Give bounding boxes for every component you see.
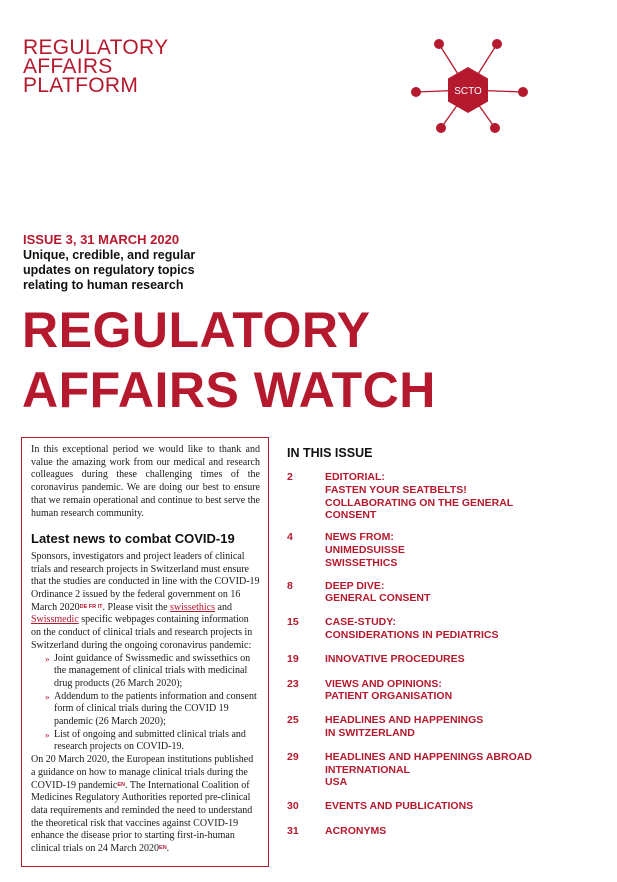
toc-page-number: 23 [287, 677, 299, 690]
toc-line: ACRONYMS [325, 824, 387, 837]
toc-item[interactable] [287, 714, 587, 740]
language-links[interactable]: DE FR IT [79, 603, 103, 610]
toc-item[interactable] [287, 616, 587, 642]
toc-page-number: 31 [287, 824, 299, 837]
platform-line: AFFAIRS [23, 55, 113, 78]
toc-line: PATIENT ORGANISATION [325, 690, 453, 703]
logo-text: SCTO [454, 86, 482, 97]
toc-page-number: 29 [287, 750, 299, 763]
toc-item[interactable] [287, 825, 587, 838]
toc-line: HEADLINES AND HAPPENINGS ABROAD [325, 750, 532, 763]
toc-page-number: 25 [287, 714, 299, 727]
title-line: AFFAIRS WATCH [22, 362, 436, 418]
intro-box [21, 437, 269, 867]
table-of-contents [287, 446, 587, 838]
toc-title [325, 531, 587, 569]
toc-line: SWISSETHICS [325, 556, 398, 569]
platform-line: PLATFORM [23, 74, 139, 97]
intro-paragraph: In this exceptional period we would like to thank and value the amazing work from our medical and research colleagues during these challenging times of the coronavirus pandemic. We are doing our best to ensure that we remain operational and continue to best serve the human research community. [31, 444, 260, 519]
text: Sponsors, investigators and project leaders of clinical trials and research projects in Switzerland must ensure that the studies are conducted in line with the COVID-19 Ordinance 2 issued by the federal government on 16 March 2020 [31, 550, 260, 613]
toc-line: EVENTS AND PUBLICATIONS [325, 800, 474, 813]
text: specific webpages containing information on the conduct of clinical trials and research projects in Switzerland during the ongoing coronavirus pandemic: [31, 614, 253, 651]
list-item: » Addendum to the patients information and consent form of clinical trials during the COVID 19 pandemic (26 March 2020); [45, 691, 260, 729]
scto-logo [400, 30, 550, 140]
text: . [166, 843, 170, 855]
toc-title [325, 800, 587, 813]
toc-title [325, 616, 587, 642]
news-paragraph-2 [31, 754, 260, 856]
toc-item[interactable] [287, 471, 587, 522]
toc-line: HEADLINES AND HAPPENINGS [325, 714, 484, 727]
news-paragraph-1 [31, 551, 260, 653]
toc-page-number: 8 [287, 579, 293, 592]
toc-item[interactable] [287, 800, 587, 813]
platform-line: REGULATORY [23, 36, 169, 59]
toc-page-number: 19 [287, 652, 299, 665]
text: On 20 March 2020, the European institutions published a guidance on how to manage clinical trials during the COVID-19 pandemic [31, 754, 254, 791]
swissethics-link[interactable]: swissethics [170, 601, 216, 613]
text: . The International Coalition of Medicines Regulatory Authorities reported pre-clinical data requirements and reminded the need to understand the theoretical risk that vaccines against COVID-19 enhance the disease prior to starting first-in-human clinical trials on 24 March 2020 [31, 779, 253, 855]
toc-line: CONSENT [325, 509, 377, 522]
toc-item[interactable] [287, 751, 587, 789]
toc-line: EDITORIAL: [325, 471, 385, 483]
text: and [215, 601, 232, 613]
toc-title [325, 580, 587, 606]
page-title [22, 300, 436, 420]
toc-title [325, 714, 587, 740]
title-line: REGULATORY [22, 302, 371, 358]
toc-line: INNOVATIVE PROCEDURES [325, 652, 465, 665]
swissmedic-link[interactable]: Swissmedic [31, 614, 79, 626]
toc-title [325, 678, 587, 704]
toc-item[interactable] [287, 580, 587, 606]
toc-line: DEEP DIVE: [325, 579, 385, 592]
toc-line: FASTEN YOUR SEATBELTS! [325, 483, 467, 496]
toc-item[interactable] [287, 531, 587, 569]
list-item: » List of ongoing and submitted clinical trials and research projects on COVID-19. [45, 729, 260, 754]
toc-title [325, 471, 587, 522]
toc-item[interactable] [287, 653, 587, 666]
language-links[interactable]: EN [159, 845, 167, 852]
toc-line: INTERNATIONAL [325, 763, 410, 776]
guidance-list [31, 653, 260, 755]
list-item: » Joint guidance of Swissmedic and swissethics on the management of clinical trials with medicinal drug products (26 March 2020); [45, 653, 260, 691]
language-links[interactable]: EN [117, 781, 126, 788]
toc-line: CASE-STUDY: [325, 616, 396, 629]
toc-line: UNIMEDSUISSE [325, 543, 405, 556]
toc-page-number: 2 [287, 471, 293, 483]
toc-heading: IN THIS ISSUE [287, 446, 373, 460]
toc-line: VIEWS AND OPINIONS: [325, 677, 442, 690]
toc-title [325, 825, 587, 838]
toc-item[interactable] [287, 678, 587, 704]
toc-line: GENERAL CONSENT [325, 592, 431, 605]
toc-title [325, 751, 587, 789]
toc-line: USA [325, 776, 348, 789]
toc-line: IN SWITZERLAND [325, 726, 415, 739]
platform-wordmark [23, 38, 223, 95]
text: . Please visit the [102, 601, 171, 613]
toc-page-number: 15 [287, 616, 299, 629]
toc-title [325, 653, 587, 666]
news-heading: Latest news to combat COVID-19 [31, 531, 235, 547]
issue-label: ISSUE 3, 31 MARCH 2020 [23, 232, 180, 247]
toc-line: COLLABORATING ON THE GENERAL [325, 496, 514, 509]
toc-line: NEWS FROM: [325, 531, 394, 544]
tagline: Unique, credible, and regular updates on regulatory topics relating to human research [23, 248, 196, 292]
toc-page-number: 4 [287, 531, 293, 544]
toc-line: CONSIDERATIONS IN PEDIATRICS [325, 628, 499, 641]
toc-page-number: 30 [287, 800, 299, 813]
